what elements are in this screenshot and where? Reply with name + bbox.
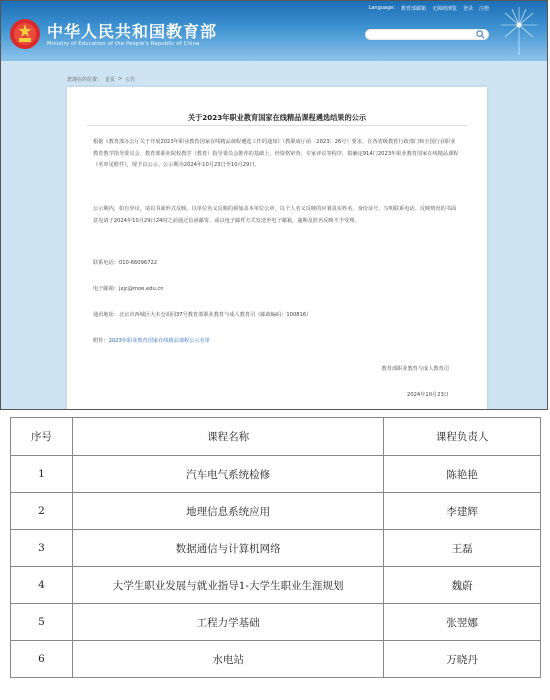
header-lead: 课程负责人 [384, 418, 541, 456]
breadcrumb-home[interactable]: 首页 [105, 77, 116, 83]
notice-paragraph-2: 公示期内，如有异议，请以书面形式反映。以单位名义反映的须加盖本单位公章，以个人名义反映的应署真实姓名、身份证号、写明联系电话。反映情况的书面意见请于2024年10月29日24时之前通过信函邮寄、或以电子邮件方式发送至电子邮箱，逾期及匿名反映不予受理。 [93, 206, 457, 224]
breadcrumb-separator: > [118, 76, 123, 82]
row-lead: 陈艳艳 [384, 456, 541, 493]
table-row [11, 456, 541, 493]
attachment-label: 附件： [93, 338, 109, 344]
language-switch[interactable]: Language: [368, 5, 395, 11]
row-lead: 魏蔚 [384, 567, 541, 604]
dandelion-decoration-icon [497, 3, 541, 55]
row-course-name: 地理信息系统应用 [72, 493, 383, 530]
search-input[interactable] [365, 29, 489, 40]
login-link[interactable]: 登录 [462, 6, 473, 12]
breadcrumb [67, 76, 135, 83]
site-subtitle: Ministry of Education of the People's Republic of China [47, 41, 200, 47]
header-course-name: 课程名称 [72, 418, 383, 456]
row-course-name: 水电站 [72, 641, 383, 678]
table-row [11, 493, 541, 530]
notice-paragraph-1: 根据《教育部办公厅关于开展2023年职业教育国家在线精品课程遴选工作的通知》（教职成厅函〔2023〕26号）要求，在各省级教育行政部门和全国行业职业教育教学指导委员会、教育部职业院校教学（教育）指导委员会推荐的基础上，经资格审查、专家评议等程序，拟确定914门2023年职业教育国家在线精品课程（名单见附件），现予以公示。公示期为2024年10月23日至10月29日。 [93, 139, 459, 168]
site-title: 中华人民共和国教育部 [47, 22, 218, 41]
row-index: 6 [11, 641, 73, 678]
contact-email: 电子邮箱：jxjc@moe.edu.cn [93, 286, 164, 292]
table-row [11, 530, 541, 567]
search-icon[interactable] [476, 30, 485, 39]
row-index: 1 [11, 456, 73, 493]
table-header-row [11, 418, 541, 456]
attachment-line [93, 337, 210, 344]
row-course-name: 数据通信与计算机网络 [72, 530, 383, 567]
notice-title: 关于2023年职业教育国家在线精品课程遴选结果的公示 [187, 113, 367, 122]
mailbox-link[interactable]: 教育部邮箱 [400, 6, 426, 12]
title-divider [87, 125, 467, 126]
attachment-link[interactable]: 2023年职业教育国家在线精品课程公示名单 [108, 338, 210, 344]
table-row [11, 604, 541, 641]
contact-phone: 联系电话：010-66096722 [93, 260, 158, 266]
table-row [11, 567, 541, 604]
register-link[interactable]: 注册 [478, 6, 489, 12]
row-course-name: 工程力学基础 [72, 604, 383, 641]
contact-address: 通讯地址：北京市西城区大木仓胡同37号教育部职业教育与成人教育司（邮政编码：100816） [93, 312, 312, 318]
breadcrumb-notice[interactable]: 公告 [125, 77, 136, 83]
notice-signature: 教育部职业教育与成人教育司 [381, 366, 449, 372]
row-index: 3 [11, 530, 73, 567]
table-row [11, 641, 541, 678]
header-index: 序号 [11, 418, 73, 456]
course-table [10, 417, 541, 678]
site-header [1, 1, 547, 61]
breadcrumb-prefix: 您现在的位置： [67, 77, 103, 83]
notice-date: 2024年10月23日 [407, 392, 449, 398]
row-course-name: 汽车电气系统检修 [72, 456, 383, 493]
row-lead: 张翌娜 [384, 604, 541, 641]
national-emblem-icon [9, 18, 41, 50]
row-index: 4 [11, 567, 73, 604]
top-links [369, 5, 489, 12]
accessibility-link[interactable]: 无障碍浏览 [431, 6, 457, 12]
notice-page [67, 87, 487, 410]
row-lead: 李建辉 [384, 493, 541, 530]
row-course-name: 大学生职业发展与就业指导1-大学生职业生涯规划 [72, 567, 383, 604]
row-index: 2 [11, 493, 73, 530]
row-index: 5 [11, 604, 73, 641]
row-lead: 万晓丹 [384, 641, 541, 678]
row-lead: 王磊 [384, 530, 541, 567]
